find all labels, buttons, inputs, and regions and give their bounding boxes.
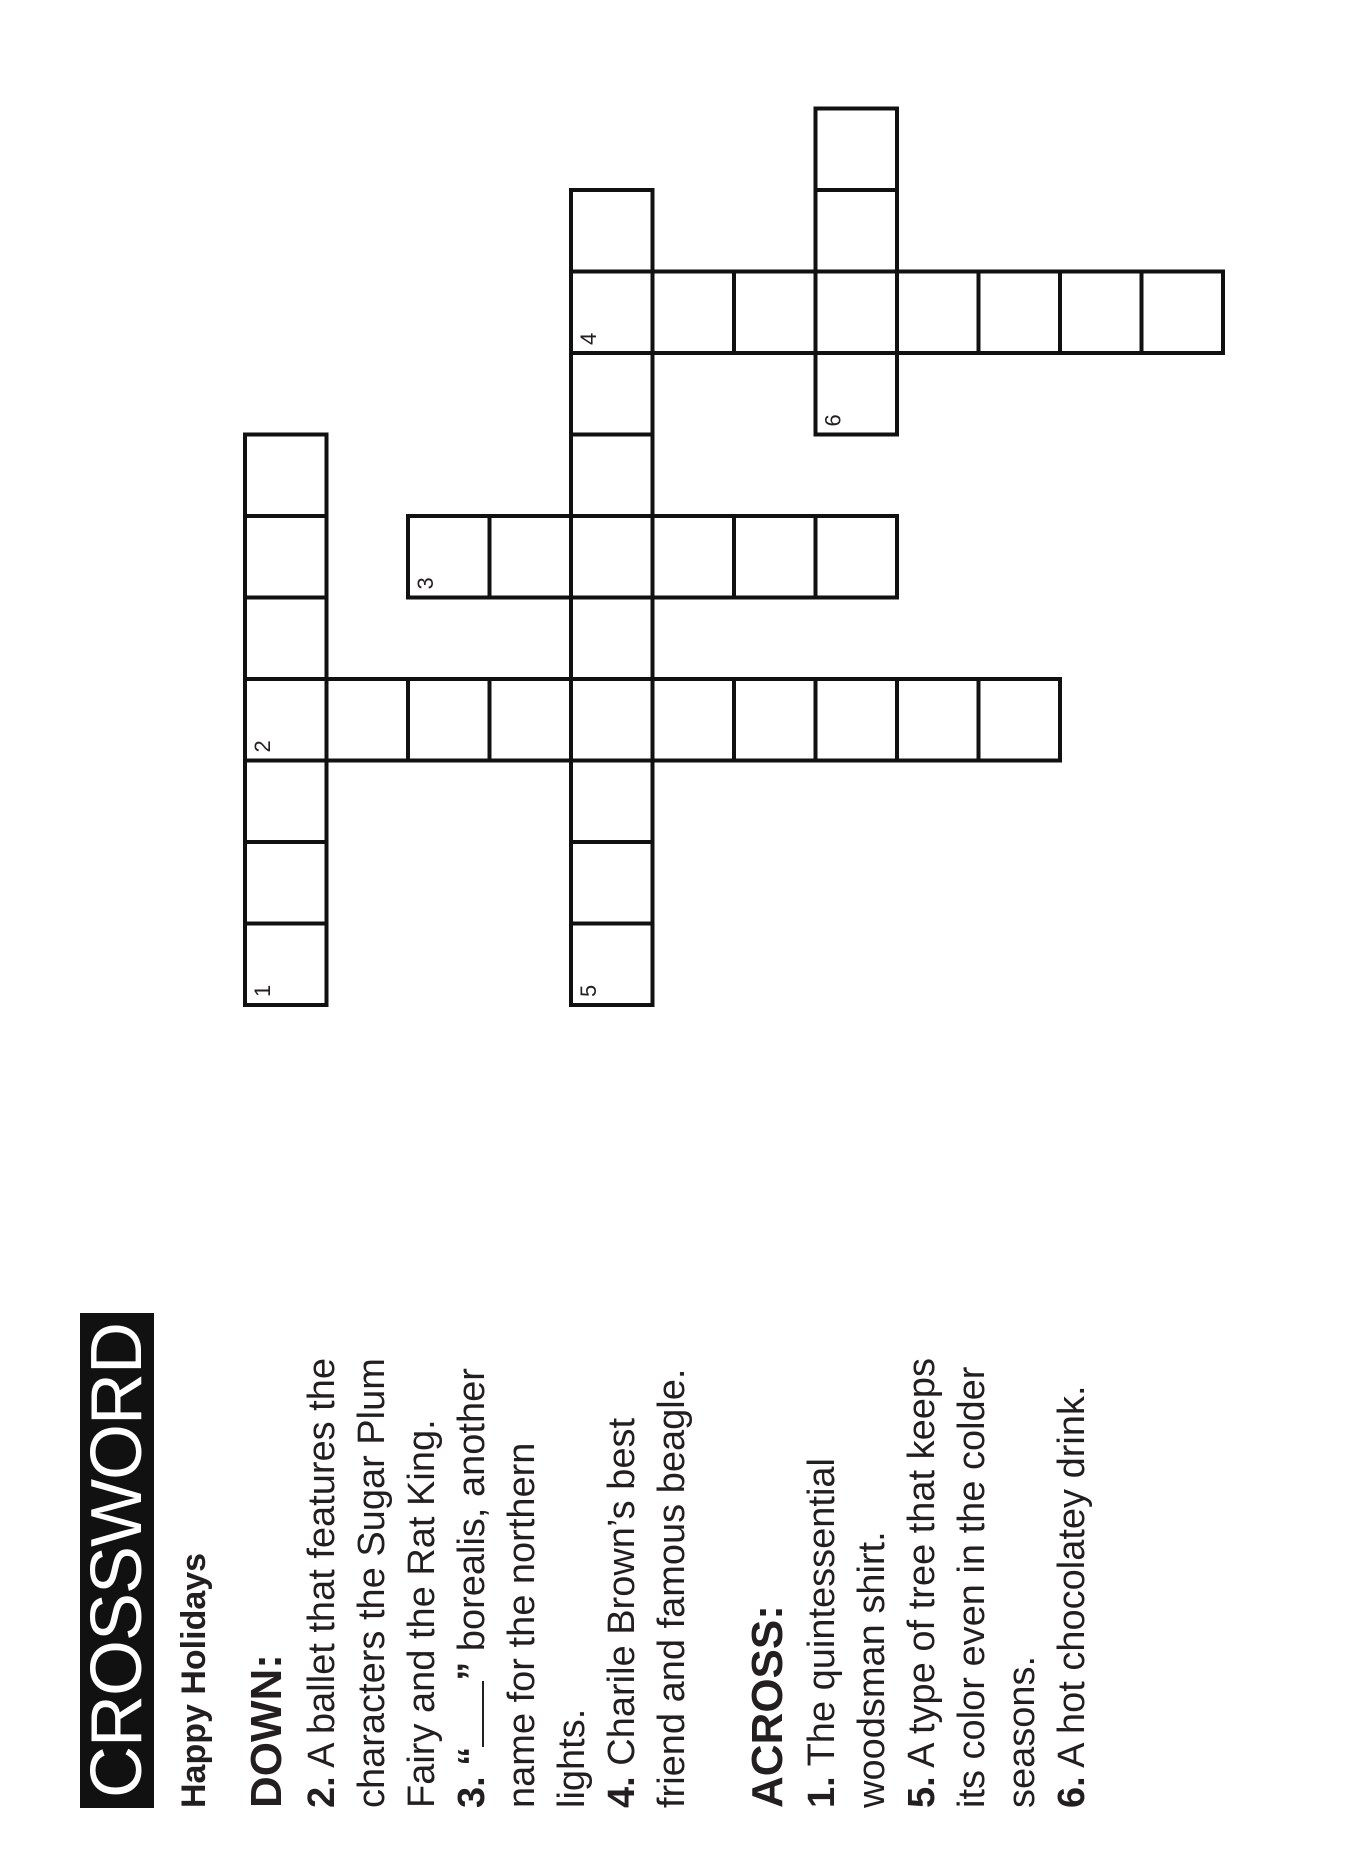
grid-cell[interactable] bbox=[245, 516, 327, 598]
grid-cell[interactable] bbox=[571, 353, 653, 435]
grid-cell[interactable] bbox=[571, 679, 653, 761]
down-clue-4-line-2: friend and famous beagle. bbox=[651, 1368, 693, 1808]
grid-number: 3 bbox=[413, 577, 438, 590]
clue-number: 3. bbox=[451, 1776, 493, 1808]
grid-cell[interactable] bbox=[571, 761, 653, 843]
grid-cell[interactable] bbox=[653, 516, 735, 598]
clue-number: 4. bbox=[601, 1776, 643, 1808]
grid-cell[interactable] bbox=[1060, 272, 1142, 354]
grid-cell[interactable] bbox=[653, 272, 735, 354]
clue-number: 5. bbox=[901, 1776, 943, 1808]
grid-number: 2 bbox=[250, 740, 275, 753]
grid-cell[interactable] bbox=[816, 679, 898, 761]
clue-text: A hot chocolatey drink. bbox=[1051, 1385, 1093, 1768]
grid-cell[interactable] bbox=[245, 761, 327, 843]
grid-cell[interactable] bbox=[571, 598, 653, 680]
quote-close: ” bbox=[451, 1661, 493, 1681]
down-clue-3-line-2: name for the northern bbox=[501, 1442, 543, 1808]
page-subtitle: Happy Holidays bbox=[175, 1552, 213, 1808]
grid-number: 1 bbox=[250, 984, 275, 997]
grid-cell[interactable] bbox=[245, 435, 327, 517]
clue-text: The quintessential bbox=[801, 1458, 843, 1767]
grid-cell[interactable] bbox=[327, 679, 409, 761]
grid-cell[interactable] bbox=[816, 109, 898, 191]
clue-text: A type of tree that keeps bbox=[901, 1358, 943, 1768]
grid-cell[interactable] bbox=[571, 516, 653, 598]
clue-number: 2. bbox=[301, 1776, 343, 1808]
grid-number: 5 bbox=[576, 984, 601, 997]
grid-cell[interactable] bbox=[571, 435, 653, 517]
grid-cell[interactable] bbox=[653, 679, 735, 761]
grid-number: 4 bbox=[576, 332, 601, 345]
grid-cell[interactable] bbox=[1142, 272, 1224, 354]
across-clue-5-line-2: its color even in the colder bbox=[951, 1366, 993, 1808]
clue-text: A ballet that features the bbox=[301, 1357, 343, 1768]
down-clue-3-line-3: lights. bbox=[551, 1708, 593, 1808]
grid-cell[interactable] bbox=[816, 516, 898, 598]
grid-cell[interactable] bbox=[897, 272, 979, 354]
grid-cell[interactable] bbox=[979, 272, 1061, 354]
quote-open: “ bbox=[451, 1746, 493, 1766]
across-clue-1-line-2: woodsman shirt. bbox=[851, 1531, 893, 1808]
grid-cell[interactable] bbox=[490, 516, 572, 598]
down-clue-2-line-3: Fairy and the Rat King. bbox=[401, 1419, 443, 1808]
grid-number: 6 bbox=[820, 414, 846, 427]
page-title: CROSSWORD bbox=[80, 1313, 154, 1808]
grid-cell[interactable] bbox=[408, 679, 490, 761]
grid-cell[interactable] bbox=[897, 679, 979, 761]
grid-cell[interactable] bbox=[979, 679, 1061, 761]
grid-cell[interactable] bbox=[571, 842, 653, 924]
grid-cell[interactable] bbox=[571, 190, 653, 272]
grid-cell[interactable] bbox=[734, 272, 816, 354]
grid-cell[interactable] bbox=[245, 842, 327, 924]
grid-cell[interactable] bbox=[490, 679, 572, 761]
down-clue-2-line-2: characters the Sugar Plum bbox=[351, 1358, 393, 1808]
clue-text: borealis, another bbox=[451, 1368, 493, 1652]
clue-text: Charile Brown’s best bbox=[601, 1417, 643, 1766]
grid-cell[interactable] bbox=[734, 516, 816, 598]
across-clue-5-line-3: seasons. bbox=[1001, 1655, 1043, 1808]
across-heading: ACROSS: bbox=[743, 1605, 792, 1808]
grid-cell[interactable] bbox=[734, 679, 816, 761]
grid-cell[interactable] bbox=[816, 190, 898, 272]
clue-number: 6. bbox=[1051, 1776, 1093, 1808]
grid-cell[interactable] bbox=[245, 598, 327, 680]
clue-number: 1. bbox=[801, 1776, 843, 1808]
grid-cell[interactable] bbox=[816, 272, 898, 354]
down-heading: DOWN: bbox=[242, 1654, 291, 1808]
